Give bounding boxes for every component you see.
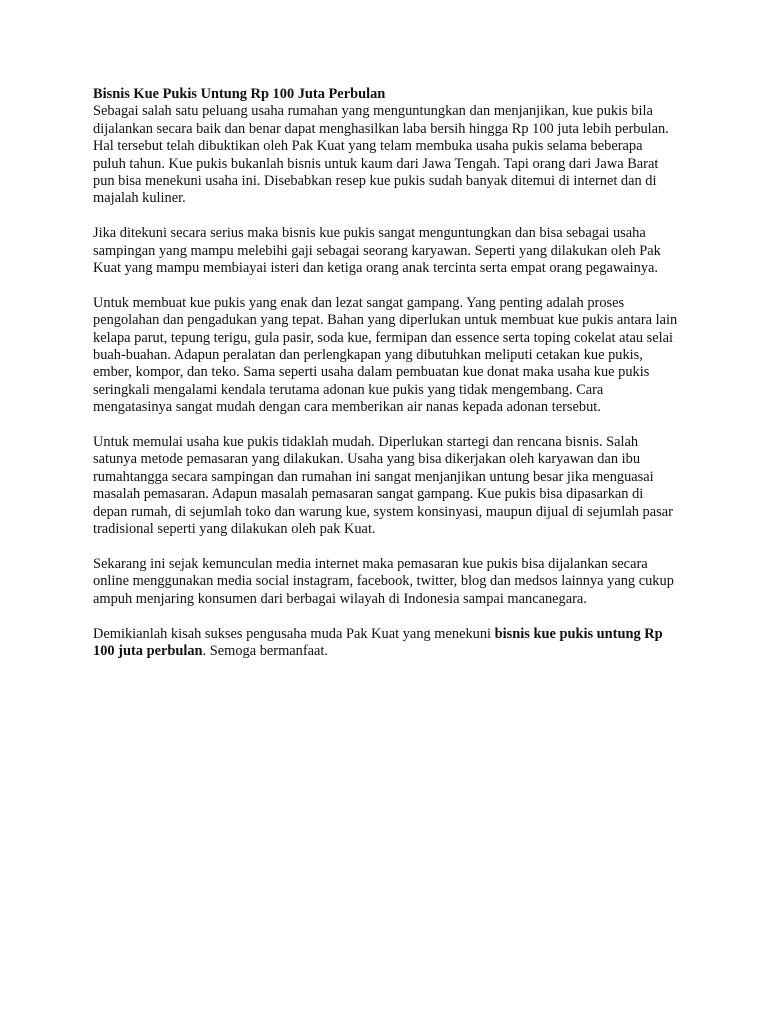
document-title: Bisnis Kue Pukis Untung Rp 100 Juta Perbulan — [93, 86, 386, 102]
closing-paragraph — [93, 626, 678, 661]
paragraph-3: Untuk membuat kue pukis yang enak dan lezat sangat gampang. Yang penting adalah proses pengolahan dan pengadukan yang tepat. Bahan yang diperlukan untuk membuat kue pukis antara lain kelapa parut, tepung terigu, gula pasir, soda kue, fermipan dan essence serta toping cokelat atau selai buah-buahan. Adapun peralatan dan perlengkapan yang dibutuhkan meliputi cetakan kue pukis, ember, kompor, dan teko. Sama seperti usaha dalam pembuatan kue donat maka usaha kue pukis seringkali mengalami kendala terutama adonan kue pukis yang tidak mengembang. Cara mengatasinya sangat mudah dengan cara memberikan air nanas kepada adonan tersebut. — [93, 294, 678, 416]
paragraph-5: Sekarang ini sejak kemunculan media internet maka pemasaran kue pukis bisa dijalankan secara online menggunakan media social instagram, facebook, twitter, blog dan medsos lainnya yang cukup ampuh menjaring konsumen dari berbagai wilayah di Indonesia sampai mancanegara. — [93, 555, 674, 607]
closing-bold-keyword: bisnis kue pukis untung Rp 100 juta perbulan — [93, 625, 663, 659]
closing-text-start: Demikianlah kisah sukses pengusaha muda Pak Kuat yang menekuni — [93, 625, 495, 642]
document-body — [93, 86, 678, 678]
closing-text-end: . Semoga bermanfaat. — [202, 642, 329, 659]
paragraph-2: Jika ditekuni secara serius maka bisnis kue pukis sangat menguntungkan dan bisa sebagai usaha sampingan yang mampu melebihi gaji sebagai seorang karyawan. Seperti yang dilakukan oleh Pak Kuat yang mampu membiayai isteri dan ketiga orang anak tercinta serta empat orang pegawainya. — [93, 225, 661, 277]
paragraph-4: Untuk memulai usaha kue pukis tidaklah mudah. Diperlukan startegi dan rencana bisnis. Salah satunya metode pemasaran yang dilakukan. Usaha yang bisa dikerjakan oleh karyawan dan ibu rumahtangga secara sampingan dan rumahan ini sangat menjanjikan untung besar jika menguasai masalah pemasaran. Adapun masalah pemasaran sangat gampang. Kue pukis bisa dipasarkan di depan rumah, di sejumlah toko dan warung kue, system konsinyasi, maupun dijual di sejumlah pasar tradisional seperti yang dilakukan oleh pak Kuat. — [93, 434, 673, 538]
paragraph-1: Sebagai salah satu peluang usaha rumahan yang menguntungkan dan menjanjikan, kue pukis bila dijalankan secara baik dan benar dapat menghasilkan laba bersih hingga Rp 100 juta lebih perbulan. Hal tersebut telah dibuktikan oleh Pak Kuat yang telam membuka usaha pukis selama beberapa puluh tahun. Kue pukis bukanlah bisnis untuk kaum dari Jawa Tengah. Tapi orang dari Jawa Barat pun bisa menekuni usaha ini. Disebabkan resep kue pukis sudah banyak ditemui di internet dan di majalah kuliner. — [93, 103, 669, 207]
